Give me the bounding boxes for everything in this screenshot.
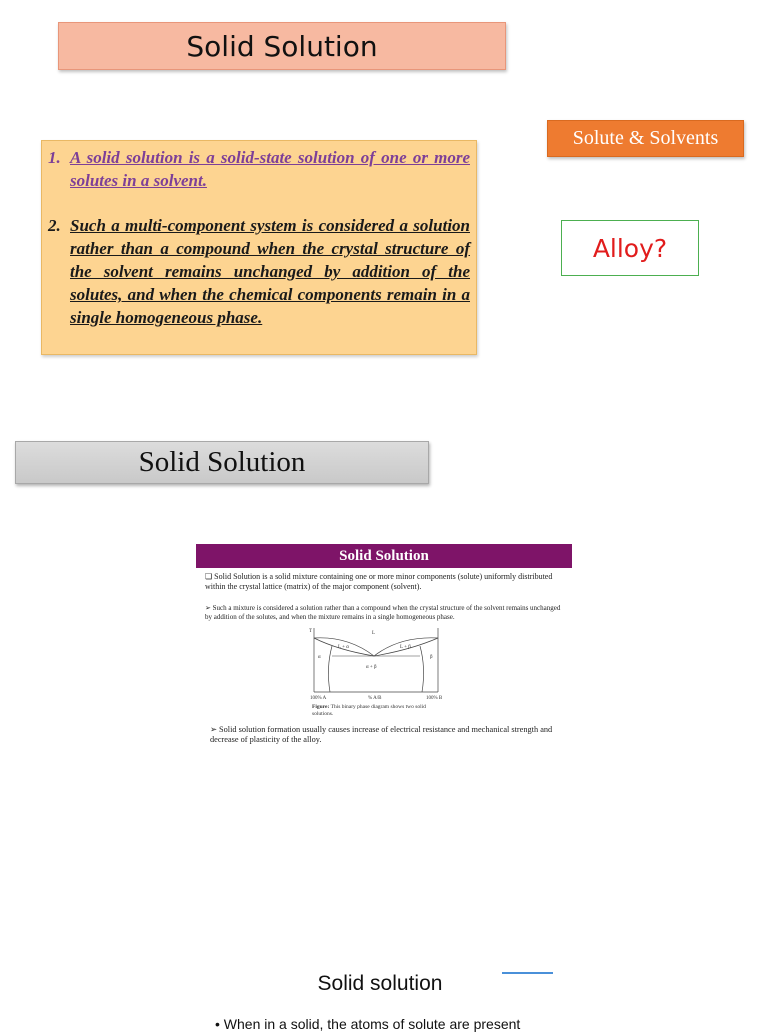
definition-item-2 [48, 214, 470, 329]
slide-paragraph-2: ➢ Such a mixture is considered a solution rather than a compound when the crystal structure of the solvent remains unchanged by addition of the solutes, and when the mixture remains in a single homogeneous phase. [205, 604, 561, 621]
slide-image [196, 544, 572, 754]
l-beta-label: L + β [400, 645, 411, 650]
phase-diagram [308, 626, 448, 702]
slide-paragraph-1: ❏ Solid Solution is a solid mixture containing one or more minor components (solute) uniformly distributed within the crystal lattice (matrix) of the major component (solvent). [205, 572, 553, 591]
definition-number: 1. [48, 148, 61, 167]
caption-bold: Figure: [312, 704, 330, 710]
page-title: Solid Solution [58, 22, 506, 70]
caption-text: This binary phase diagram shows two solid solutions. [312, 704, 426, 717]
accent-line [502, 972, 553, 974]
figure-caption [312, 704, 432, 718]
slide-title: Solid Solution [196, 544, 572, 568]
section-heading: Solid Solution [15, 441, 429, 484]
x-left-label: 100% A [310, 696, 327, 701]
liquidus-curve [314, 638, 438, 656]
solidus-curve [314, 638, 438, 656]
definition-text: Such a multi-component system is considered a solution rather than a compound when the crystal structure of the solvent remains unchanged by addition of the solutes, and when the chemical components remain in a single homogeneous phase. [70, 216, 470, 327]
beta-solvus [420, 646, 424, 692]
slide-paragraph-3: ➢ Solid solution formation usually causes increase of electrical resistance and mechanical strength and decrease of plasticity of the alloy. [210, 725, 553, 744]
definition-text: A solid solution is a solid-state solution of one or more solutes in a solvent. [70, 148, 470, 190]
liquid-label: L [372, 631, 376, 636]
x-mid-label: % A/B [368, 696, 382, 701]
alpha-beta-label: α + β [366, 665, 377, 670]
alpha-solvus [328, 646, 332, 692]
definition-number: 2. [48, 216, 61, 235]
x-right-label: 100% B [426, 696, 443, 701]
bottom-bullet-text: • When in a solid, the atoms of solute are present [215, 1016, 521, 1032]
l-alpha-label: L + α [338, 645, 349, 650]
t-label: T [309, 629, 313, 634]
bottom-title: Solid solution [317, 972, 443, 995]
definition-item-1 [48, 146, 470, 192]
alloy-box[interactable]: Alloy? [561, 220, 699, 276]
alpha-label: α [318, 655, 321, 660]
solute-solvents-button[interactable]: Solute & Solvents [547, 120, 744, 157]
beta-label: β [430, 655, 433, 660]
definition-box [41, 140, 477, 355]
